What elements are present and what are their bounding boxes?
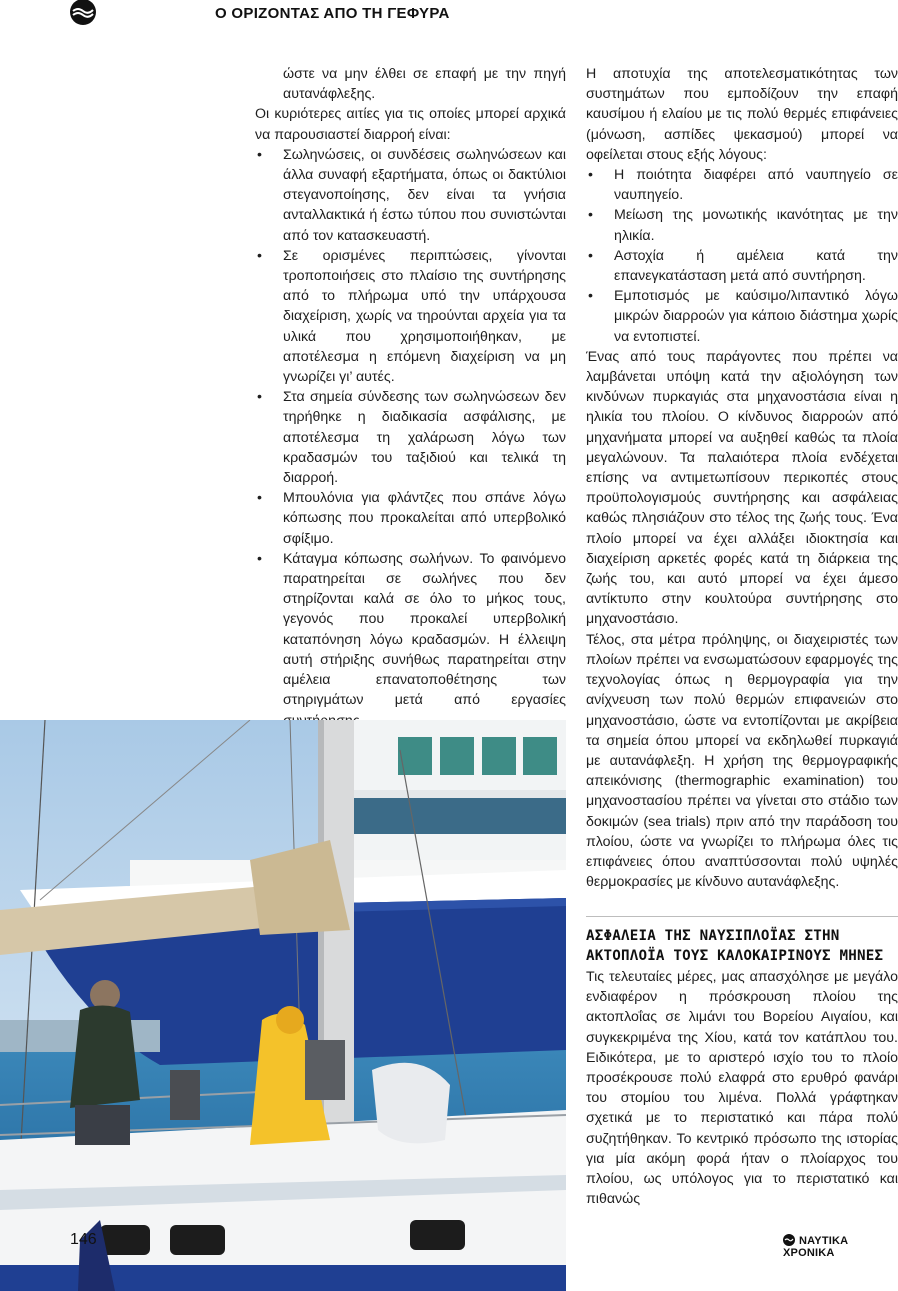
photo-illustration <box>0 720 566 1291</box>
wave-circle-icon <box>783 1234 795 1246</box>
column-right-lower <box>586 926 898 1209</box>
section-divider <box>586 916 898 917</box>
continued-text: ώστε να μην έλθει σε επαφή με την πηγή αυτανάφλεξης. <box>283 66 566 103</box>
article-subheading: ΑΣΦΑΛΕΙΑ ΤΗΣ ΝΑΥΣΙΠΛΟΪΑΣ ΣΤΗΝ ΑΚΤΟΠΛΟΪΑ ΤΟΥΣ ΚΑΛΟΚΑΙΡΙΝΟΥΣ ΜΗΝΕΣ <box>586 928 884 964</box>
failure-list <box>586 165 898 347</box>
causes-list <box>255 145 566 731</box>
list-item: • Εμποτισμός με καύσιμο/λιπαντικό λόγω μικρών διαρροών για κάποιο διάστημα χωρίς να εντοπιστεί. <box>586 286 898 347</box>
list-item: • Σε ορισμένες περιπτώσεις, γίνονται τροποποιήσεις στο πλαίσιο της συντήρησης από το πλήρωμα υπό την υπάρχουσα διαχείριση, χωρίς να τηρούνται αρχεία για τα υλικά που χρησιμοποιήθηκαν, με αποτέλεσμα η επόμενη διαχείριση να μη γνωρίζει γι’ αυτές. <box>255 246 566 387</box>
causes-intro: Οι κυριότερες αιτίες για τις οποίες μπορεί αρχικά να παρουσιαστεί διαρροή είναι: <box>255 106 566 143</box>
failure-intro: Η αποτυχία της αποτελεσματικότητας των συστημάτων που εμποδίζουν την επαφή καυσίμου ή ελαίου με τις πολύ θερμές επιφάνειες (μόνωση, ασπίδες ψεκασμού) μπορεί να οφείλεται στους εξής λόγους: <box>586 66 898 163</box>
page-number: 146 <box>70 1231 97 1248</box>
wave-circle-icon <box>68 0 98 26</box>
page-header <box>0 0 898 34</box>
column-left <box>255 64 566 731</box>
list-item: • Αστοχία ή αμέλεια κατά την επανεγκατάσταση μετά από συντήρηση. <box>586 246 898 286</box>
brand-name: ΝΑΥΤΙΚΑ ΧΡΟΝΙΚΑ <box>783 1235 849 1259</box>
safety-paragraph: Τις τελευταίες μέρες, μας απασχόλησε με μεγάλο ενδιαφέρον η πρόσκρουση πλοίου της ακτοπλοΐας σε λιμάνι του Βορείου Αιγαίου, και συγκεκριμένα της Χίου, κατά τον κατάπλου του. Ειδικότερα, με το αριστερό ισχίο του το πλοίο προσέκρουσε πολύ ελαφρά στο ερυθρό φανάρι του στομίου του λιμένα. Πολλά γράφτηκαν σχετικά με το περιστατικό και πάρα πολύ συζητήθηκαν. Το κεντρικό πρόσωπο της ιστορίας για μία ακόμη φορά ήταν ο πλοίαρχος του πλοίου, ως υπόλογος για το περιστατικό και πιθανώς <box>586 969 898 1208</box>
prevention-paragraph: Τέλος, στα μέτρα πρόληψης, οι διαχειριστές των πλοίων πρέπει να ενσωματώσουν εφαρμογές της τεχνολογίας όπως η θερμογραφία για την ανίχνευση των πολύ θερμών επιφανειών στο μηχανοστάσιο, ώστε να εντοπίζονται με ακρίβεια τα σημεία όπου μπορεί να εκδηλωθεί πυρκαγιά με αυτανάφλεξη. Η χρήση της θερμογραφικής απεικόνισης (thermographic examination) του μηχανοστασίου πρέπει να γίνεται στο στάδιο των δοκιμών (sea trials) πριν από την παράδοση του πλοίου, ώστε να γνωρίζει το πλήρωμα όλες τις επιφάνειες όπου αναπτύσσονται πολύ υψηλές θερμοκρασίες με κίνδυνο αυτανάφλεξης. <box>586 631 898 891</box>
list-item: • Μπουλόνια για φλάντζες που σπάνε λόγω κόπωσης που προκαλείται από υπερβολικό σφίξιμο. <box>255 488 566 549</box>
list-item: • Η ποιότητα διαφέρει από ναυπηγείο σε ναυπηγείο. <box>586 165 898 205</box>
ship-age-paragraph: Ένας από τους παράγοντες που πρέπει να λαμβάνεται υπόψη κατά την αξιολόγηση των κινδύνων πυρκαγιάς στα μηχανοστάσια είναι η ηλικία του πλοίου. Ο κίνδυνος διαρροών από μηχανήματα μπορεί να αυξηθεί καθώς τα πλοία μεγαλώνουν. Τα παλαιότερα πλοία ενδέχεται επίσης να αντιμετωπίσουν περικοπές στους προϋπολογισμούς συντήρησης και ασφάλειας καθώς πλησιάζουν στο τέλος της ζωής τους. Ένα πλοίο μπορεί να έχει αλλάξει ιδιοκτησία και διαχείριση αρκετές φορές κατά τη διάρκεια της ζωής του, και αυτό μπορεί να έχει άμεσο αντίκτυπο στην κουλτούρα συντήρησης στο μηχανοστάσιο. <box>586 348 898 628</box>
section-title: Ο ΟΡΙΖΟΝΤΑΣ ΑΠΟ ΤΗ ΓΕΦΥΡΑ <box>215 5 450 22</box>
list-item: • Σωληνώσεις, οι συνδέσεις σωληνώσεων και άλλα συναφή εξαρτήματα, όπως οι δακτύλιοι στεγανοποίησης, δεν είναι τα γνήσια ανταλλακτικά ή έστω τύπου που συνιστώνται από τον κατασκευαστή. <box>255 145 566 246</box>
list-item: • Μείωση της μονωτικής ικανότητας με την ηλικία. <box>586 205 898 245</box>
list-item: • Στα σημεία σύνδεσης των σωληνώσεων δεν τηρήθηκε η διαδικασία ασφάλισης, με αποτέλεσμα τη χαλάρωση λόγω των κραδασμών του ταξιδιού και τελικά τη διαρροή. <box>255 387 566 488</box>
publication-brand <box>783 1234 898 1259</box>
sailboat-and-ferry-photo <box>0 720 566 1291</box>
column-right <box>586 64 898 892</box>
list-item: • Κάταγμα κόπωσης σωλήνων. Το φαινόμενο παρατηρείται σε σωλήνες που δεν στηρίζονται καλά σε όλο το μήκος τους, γεγονός που προκαλεί υπερβολική καταπόνηση λόγω κραδασμών. Η έλλειψη αυτή στήριξης συνήθως παρατηρείται στην αμέλεια επανατοποθέτησης των στηριγμάτων μετά από εργασίες <box>255 549 566 731</box>
